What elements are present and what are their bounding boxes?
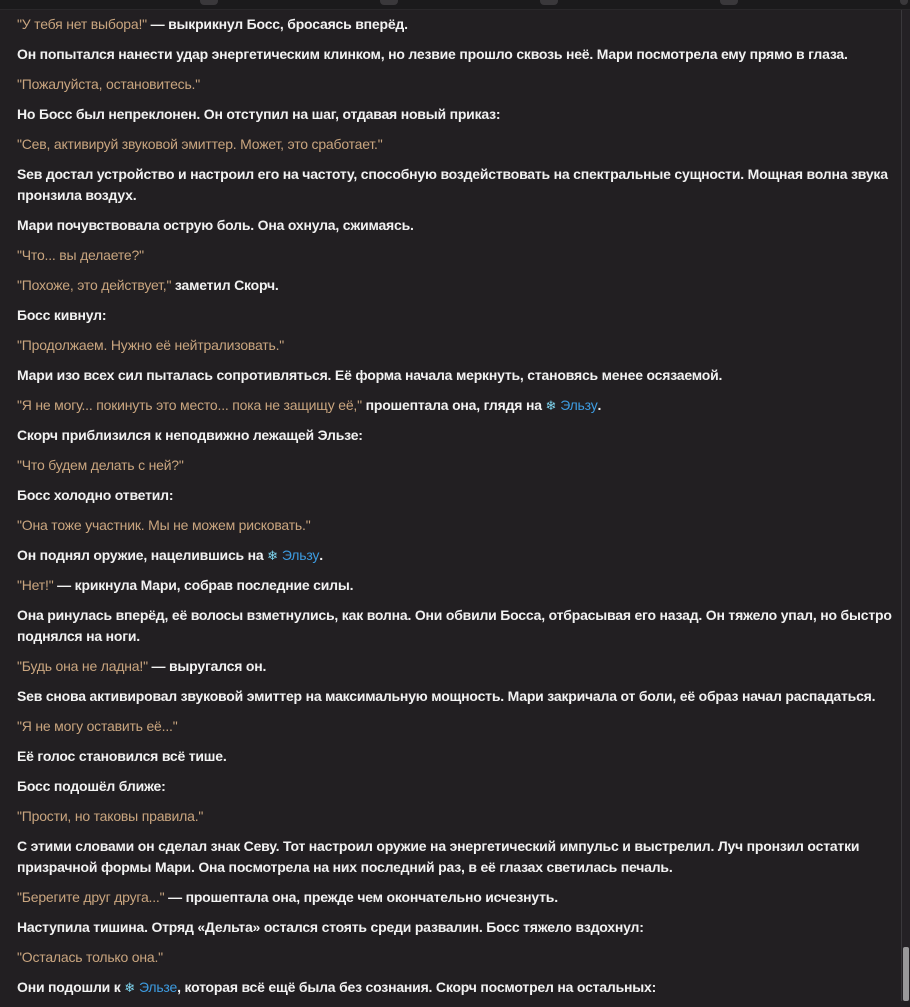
narration-text: Он попытался нанести удар энергетическим клинком, но лезвие прошло сквозь неё. Мари посмотрела ему прямо в глаза.	[17, 46, 848, 62]
dialogue-quote: "Я не могу оставить её..."	[17, 718, 178, 734]
story-paragraph	[17, 515, 893, 536]
toolbar-icon[interactable]	[200, 0, 218, 5]
story-paragraph	[17, 686, 893, 707]
story-paragraph	[17, 455, 893, 476]
story-paragraph	[17, 425, 893, 446]
scrollbar[interactable]	[901, 10, 910, 1001]
dialogue-quote: "Осталась только она."	[17, 949, 163, 965]
character-link[interactable]: Эльзу	[560, 397, 598, 413]
dialogue-quote: "Что... вы делаете?"	[17, 247, 144, 263]
story-paragraph	[17, 887, 893, 908]
story-paragraph	[17, 836, 893, 878]
story-paragraph	[17, 275, 893, 296]
snowflake-icon: ❄	[267, 548, 278, 563]
dialogue-quote: "Продолжаем. Нужно её нейтрализовать."	[17, 337, 285, 353]
story-paragraph	[17, 134, 893, 155]
story-paragraph	[17, 335, 893, 356]
story-paragraph	[17, 575, 893, 596]
scrollbar-thumb[interactable]	[903, 947, 909, 1001]
character-link[interactable]: Эльзу	[281, 547, 320, 563]
narration-text: заметил Скорч.	[171, 277, 279, 293]
story-paragraph	[17, 305, 893, 326]
narration-text: Seв снова активировал звуковой эмиттер на максимальную мощность. Мари закричала от боли, её образ начал распадаться.	[17, 688, 876, 704]
story-paragraph	[17, 977, 893, 998]
narration-text: Они подошли к	[17, 979, 125, 995]
narration-text: .	[319, 547, 323, 563]
toolbar-icon[interactable]	[900, 0, 908, 5]
dialogue-quote: "У тебя нет выбора!"	[17, 16, 147, 32]
narration-text: Скорч приблизился к неподвижно лежащей Эльзе:	[17, 427, 363, 443]
narration-text: Он поднял оружие, нацелившись на	[17, 547, 268, 563]
dialogue-quote: "Что будем делать с ней?"	[17, 457, 184, 473]
narration-text: Босс кивнул:	[17, 307, 107, 323]
story-paragraph	[17, 806, 893, 827]
narration-text: Её голос становился всё тише.	[17, 748, 227, 764]
dialogue-quote: "Берегите друг друга..."	[17, 889, 165, 905]
narration-text: Босс холодно ответил:	[17, 487, 174, 503]
toolbar	[0, 0, 910, 10]
narration-text: Seв достал устройство и настроил его на частоту, способную воздействовать на спектральные сущности. Мощная волна звука пронзила воздух.	[17, 166, 888, 203]
toolbar-icon[interactable]	[540, 0, 558, 5]
narration-text: Босс подошёл ближе:	[17, 778, 166, 794]
toolbar-icon[interactable]	[380, 0, 398, 5]
story-paragraph	[17, 947, 893, 968]
story-text	[17, 14, 893, 1007]
dialogue-quote: "Я не могу... покинуть это место... пока не защищу её,"	[17, 397, 362, 413]
story-paragraph	[17, 395, 893, 416]
toolbar-icon[interactable]	[720, 0, 738, 5]
story-paragraph	[17, 215, 893, 236]
story-paragraph	[17, 365, 893, 386]
dialogue-quote: "Похоже, это действует,"	[17, 277, 172, 293]
narration-text: — выкрикнул Босс, бросаясь вперёд.	[146, 16, 408, 32]
narration-text: — выругался он.	[147, 658, 267, 674]
story-paragraph	[17, 485, 893, 506]
story-paragraph	[17, 74, 893, 95]
narration-text: .	[597, 397, 602, 413]
story-paragraph	[17, 44, 893, 65]
story-paragraph	[17, 14, 893, 35]
story-paragraph	[17, 245, 893, 266]
narration-text: Она ринулась вперёд, её волосы взметнулись, как волна. Они обвили Босса, отбрасывая его назад. Он тяжело упал, но быстро поднялся на ноги.	[17, 607, 892, 644]
story-paragraph	[17, 104, 893, 125]
dialogue-quote: "Прости, но таковы правила."	[17, 808, 204, 824]
dialogue-quote: "Пожалуйста, остановитесь."	[17, 76, 201, 92]
story-paragraph	[17, 656, 893, 677]
story-paragraph	[17, 605, 893, 647]
narration-text: — прошептала она, прежде чем окончательно исчезнуть.	[164, 889, 558, 905]
story-paragraph	[17, 545, 893, 566]
snowflake-icon: ❄	[545, 398, 557, 413]
narration-text: Мари изо всех сил пыталась сопротивляться. Её форма начала меркнуть, становясь менее осязаемой.	[17, 367, 723, 383]
narration-text: — крикнула Мари, собрав последние силы.	[53, 577, 354, 593]
dialogue-quote: "Она тоже участник. Мы не можем рисковать."	[17, 517, 311, 533]
dialogue-quote: "Будь она не ладна!"	[17, 658, 148, 674]
story-paragraph	[17, 917, 893, 938]
snowflake-icon: ❄	[124, 980, 135, 995]
narration-text: , которая всё ещё была без сознания. Скорч посмотрел на остальных:	[177, 979, 657, 995]
story-paragraph	[17, 746, 893, 767]
character-link[interactable]: Эльзе	[138, 979, 178, 995]
narration-text: Мари почувствовала острую боль. Она охнула, сжимаясь.	[17, 217, 414, 233]
dialogue-quote: "Нет!"	[17, 577, 54, 593]
dialogue-quote: "Сев, активируй звуковой эмиттер. Может, это сработает."	[17, 136, 383, 152]
narration-text: Но Босс был непреклонен. Он отступил на шаг, отдавая новый приказ:	[17, 106, 501, 122]
narration-text: С этими словами он сделал знак Севу. Тот настроил оружие на энергетический импульс и выстрелил. Луч пронзил остатки призрачной формы Мари. Она посмотрела на них последний раз, в её глазах светилась печаль.	[17, 838, 860, 875]
story-paragraph	[17, 776, 893, 797]
narration-text: Наступила тишина. Отряд «Дельта» остался стоять среди развалин. Босс тяжело вздохнул:	[17, 919, 644, 935]
story-paragraph	[17, 164, 893, 206]
narration-text: прошептала она, глядя на	[361, 397, 546, 413]
story-paragraph	[17, 716, 893, 737]
